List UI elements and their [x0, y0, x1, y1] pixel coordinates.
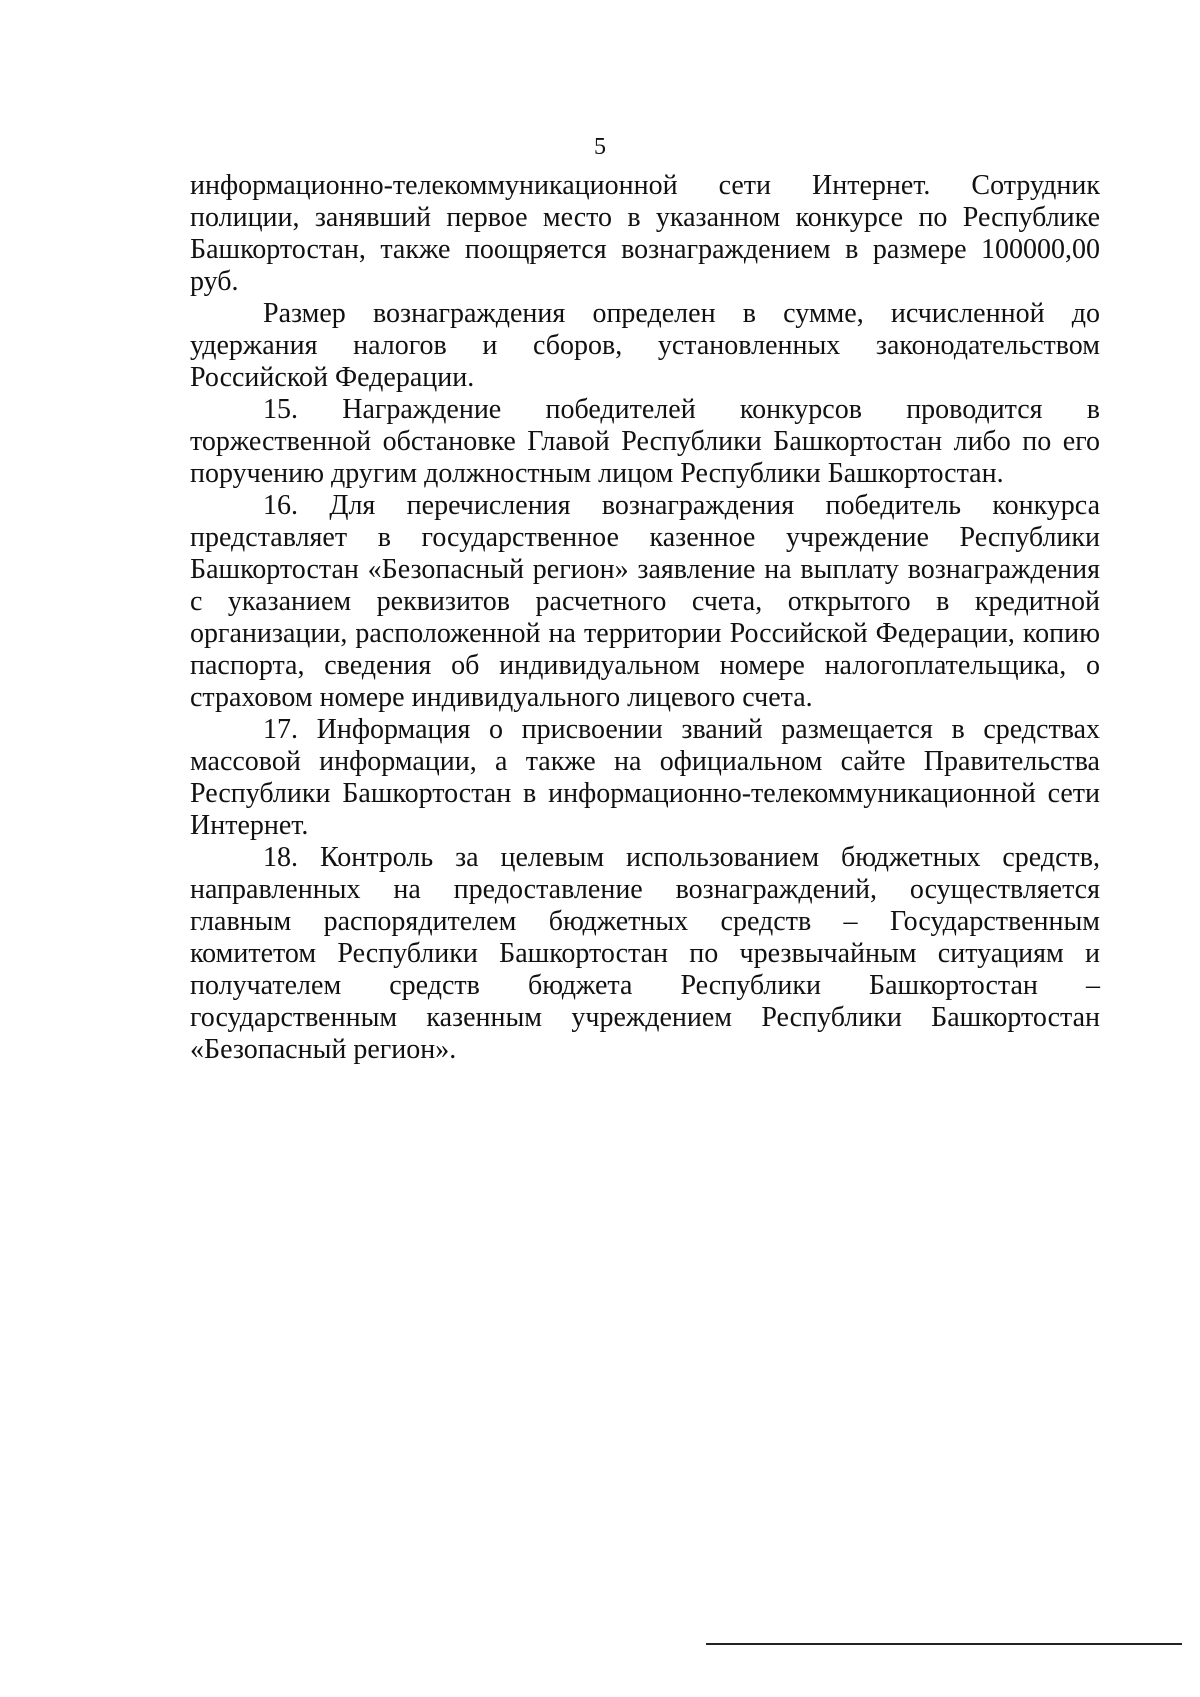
- paragraph-reward-amount: Размер вознаграждения определен в сумме, исчисленной до удержания налогов и сборов, установленных законодательством Российской Федерации.: [190, 298, 1100, 393]
- footer-divider: [706, 1643, 1182, 1645]
- document-body: [190, 170, 1100, 1066]
- paragraph-continuation: информационно-телекоммуникационной сети Интернет. Сотрудник полиции, занявший первое место в указанном конкурсе по Республике Башкортостан, также поощряется вознаграждением в размере 100000,00 руб.: [190, 170, 1100, 297]
- page-number: 5: [594, 134, 606, 160]
- paragraph-item-18: 18. Контроль за целевым использованием бюджетных средств, направленных на предоставление вознаграждений, осуществляется главным распорядителем бюджетных средств – Государственным комитетом Республики Башкортостан по чрезвычайным ситуациям и получателем средств бюджета Республики Башкортостан – государственным казенным учреждением Республики Башкортостан «Безопасный регион».: [190, 842, 1100, 1065]
- paragraph-item-16: 16. Для перечисления вознаграждения победитель конкурса представляет в государственное казенное учреждение Республики Башкортостан «Безопасный регион» заявление на выплату вознаграждения с указанием реквизитов расчетного счета, открытого в кредитной организации, расположенной на территории Российской Федерации, копию паспорта, сведения об индивидуальном номере налогоплательщика, о страховом номере индивидуального лицевого счета.: [190, 490, 1100, 713]
- paragraph-item-15: 15. Награждение победителей конкурсов проводится в торжественной обстановке Главой Республики Башкортостан либо по его поручению другим должностным лицом Республики Башкортостан.: [190, 394, 1100, 489]
- paragraph-item-17: 17. Информация о присвоении званий размещается в средствах массовой информации, а также на официальном сайте Правительства Республики Башкортостан в информационно-телекоммуникационной сети Интернет.: [190, 714, 1100, 841]
